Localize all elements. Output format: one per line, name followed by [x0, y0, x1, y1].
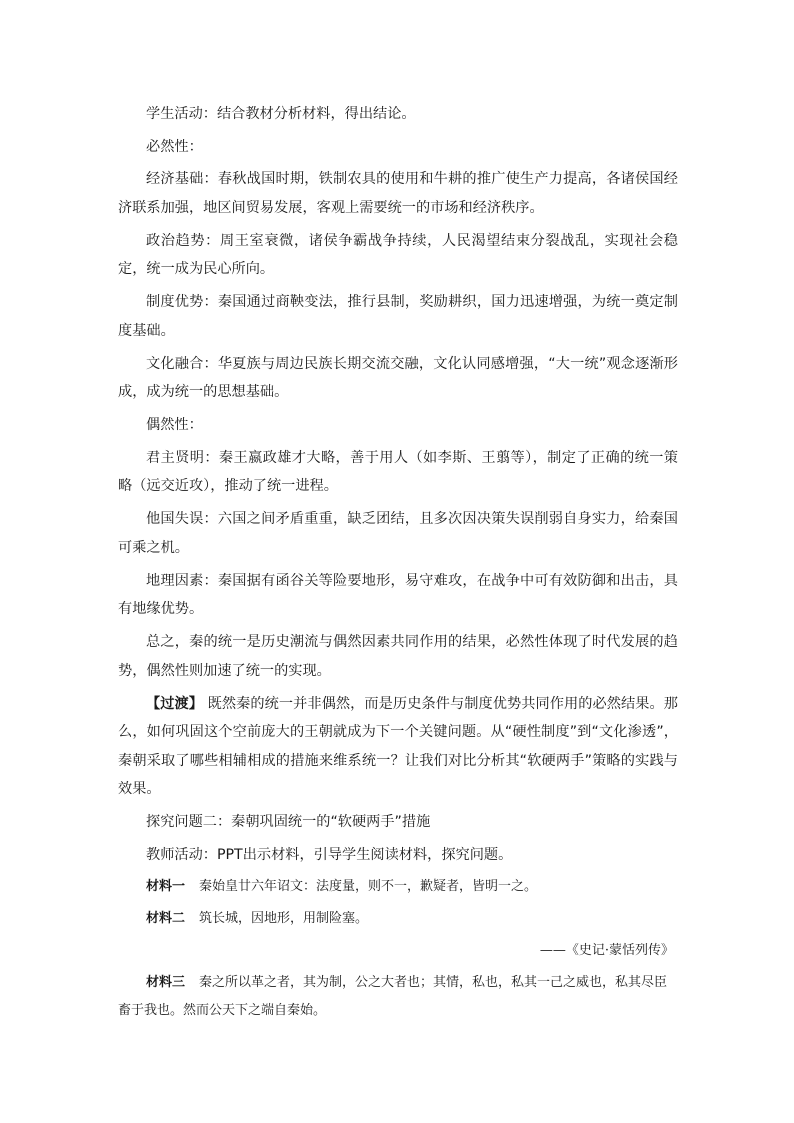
economic-basis-paragraph: 经济基础：春秋战国时期，铁制农具的使用和牛耕的推广使生产力提高，各诸侯国经济联系加强，地区间贸易发展，客观上需要统一的市场和经济秩序。	[118, 171, 678, 216]
material-one	[118, 873, 678, 901]
material-three-text: 秦之所以革之者，其为制，公之大者也；其情，私也，私其一己之威也，私其尽臣畜于我也。然而公天下之端自秦始。	[118, 975, 668, 1018]
political-trend-paragraph: 政治趋势：周王室衰微，诸侯争霸战争持续，人民渴望结束分裂战乱，实现社会稳定，统一成为民心所向。	[118, 232, 678, 277]
inquiry-question-two: 探究问题二：秦朝巩固统一的“软硬两手”措施	[146, 814, 431, 830]
student-activity-paragraph: 学生活动：结合教材分析材料，得出结论。	[146, 106, 416, 122]
material-two-source: ——《史记·蒙恬列传》	[539, 943, 674, 958]
transition-paragraph	[118, 690, 678, 804]
conclusion-paragraph: 总之，秦的统一是历史潮流与偶然因素共同作用的结果，必然性体现了时代发展的趋势，偶然性则加速了统一的实现。	[118, 634, 678, 679]
contingency-heading: 偶然性：	[146, 417, 203, 433]
material-two-label: 材料二	[146, 911, 186, 926]
institutional-advantage-paragraph: 制度优势：秦国通过商鞅变法，推行县制，奖励耕织，国力迅速增强，为统一奠定制度基础。	[118, 294, 678, 339]
transition-text: 既然秦的统一并非偶然，而是历史条件与制度优势共同作用的必然结果。那么，如何巩固这个空前庞大的王朝就成为下一个关键问题。从“硬性制度”到“文化渗透”，秦朝采取了哪些相辅相成的措施来维系统一？让我们对比分析其“软硬两手”策略的实践与效果。	[118, 695, 678, 797]
transition-label: 【过渡】	[146, 695, 204, 712]
material-one-text: 秦始皇廿六年诏文：法度量，则不一，歉疑者，皆明一之。	[199, 879, 538, 894]
material-three	[118, 969, 678, 1025]
material-two	[118, 905, 678, 933]
material-one-label: 材料一	[146, 879, 186, 894]
material-two-text: 筑长城，因地形，用制险塞。	[199, 911, 369, 926]
material-three-label: 材料三	[146, 975, 186, 990]
wise-ruler-paragraph: 君主贤明：秦王嬴政雄才大略，善于用人（如李斯、王翦等），制定了正确的统一策略（远交近攻），推动了统一进程。	[118, 449, 678, 494]
cultural-fusion-paragraph: 文化融合：华夏族与周边民族长期交流交融，文化认同感增强，“大一统”观念逐渐形成，成为统一的思想基础。	[118, 355, 678, 400]
geography-paragraph: 地理因素：秦国据有函谷关等险要地形，易守难攻，在战争中可有效防御和出击，具有地缘优势。	[118, 572, 678, 617]
necessity-heading: 必然性：	[146, 138, 203, 155]
document-body	[118, 100, 678, 1029]
teacher-activity-paragraph: 教师活动：PPT出示材料，引导学生阅读材料，探究问题。	[146, 846, 513, 863]
other-states-mistakes-paragraph: 他国失误：六国之间矛盾重重，缺乏团结，且多次因决策失误削弱自身实力，给秦国可乘之机。	[118, 511, 678, 556]
